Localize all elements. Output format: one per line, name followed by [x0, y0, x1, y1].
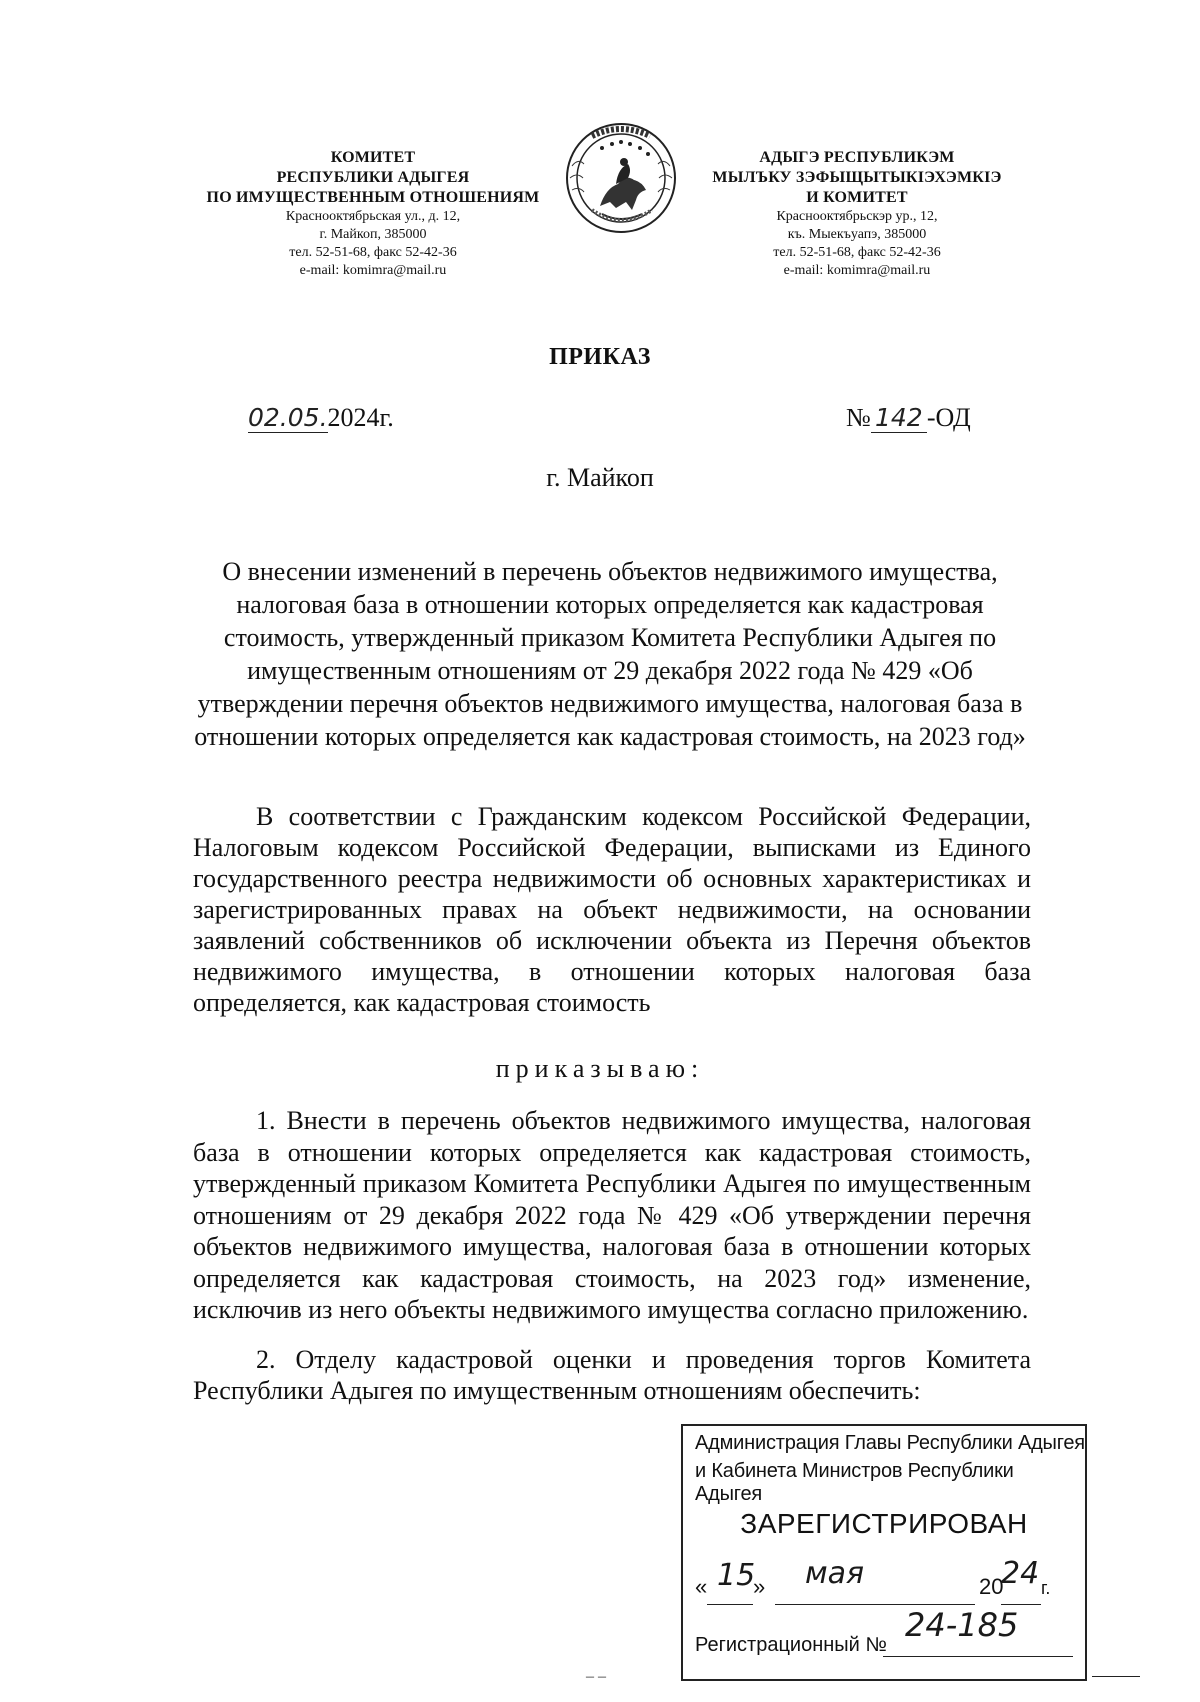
city: г. Майкоп — [546, 463, 654, 492]
stamp-quote-close: » — [753, 1574, 766, 1599]
org-address-line1: Краснооктябрьская ул., д. 12, — [285, 209, 461, 224]
stamp-regno-label: Регистрационный № — [695, 1634, 887, 1656]
stamp-trailing-line — [1092, 1676, 1140, 1677]
stamp-month-underline — [775, 1604, 975, 1605]
order-subject: О внесении изменений в перечень объектов недвижимого имущества, налоговая база в отношении которых определяется как кадастровая стоимость, утвержденный приказом Комитета Республики Адыгея по имущественным отношениям от 29 декабря 2022 года № 429 «Об утверждении перечня объектов недвижимого имущества, налоговая база в отношении которых определяется как кадастровая стоимость, на 2023 год» — [194, 557, 1026, 751]
printed-year: 2024г. — [327, 403, 394, 432]
registration-stamp — [681, 1424, 1087, 1681]
stamp-agency-line1: Администрация Главы Республики Адыгея — [695, 1432, 1085, 1454]
org-name-line3: ПО ИМУЩЕСТВЕННЫМ ОТНОШЕНИЯМ — [206, 189, 540, 206]
stamp-regno: 24-185 — [905, 1606, 1019, 1644]
stamp-day: 15 — [717, 1558, 756, 1593]
document-title: ПРИКАЗ — [549, 344, 651, 370]
order-item-2: 2. Отделу кадастровой оценки и проведения торгов Комитета Республики Адыгея по имущественным отношениям обеспечить: — [193, 1345, 1031, 1405]
order-number — [846, 403, 971, 433]
stamp-year-underline — [1001, 1604, 1041, 1605]
orders-word: приказываю: — [495, 1054, 705, 1083]
stamp-day-underline — [707, 1604, 753, 1605]
preamble-paragraph: В соответствии с Гражданским кодексом Российской Федерации, Налоговым кодексом Российской Федерации, выписками из Единого государственного реестра недвижимости об основных характеристиках и зарегистрированных правах на объект недвижимости, на основании заявлений собственников об исключении объекта из Перечня объектов недвижимого имущества, в отношении которых налоговая база определяется, как кадастровая стоимость — [193, 802, 1031, 1017]
org-name-line1: КОМИТЕТ — [330, 149, 416, 166]
org-address-adyghe-line2: къ. Мыекъуапэ, 385000 — [787, 227, 927, 242]
org-email: e-mail: komimra@mail.ru — [299, 263, 447, 278]
org-phone: тел. 52-51-68, факс 52-42-36 — [289, 245, 457, 260]
stamp-year-suffix: 24 — [1001, 1556, 1040, 1591]
stamp-year-prefix: 20 — [979, 1574, 1004, 1599]
number-suffix: -ОД — [926, 403, 971, 432]
page-mark: – – — [586, 1668, 606, 1685]
header-left — [188, 148, 558, 280]
header-right — [692, 148, 1022, 280]
org-address-line2: г. Майкоп, 385000 — [319, 227, 427, 242]
org-name-adyghe-line2: МЫЛЪКУ ЗЭФЫЩЫТЫКIЭХЭМКIЭ — [712, 169, 1002, 186]
org-email-adyghe: e-mail: komimra@mail.ru — [783, 263, 931, 278]
org-name-adyghe-line3: И КОМИТЕТ — [806, 189, 908, 206]
org-name-line2: РЕСПУБЛИКИ АДЫГЕЯ — [276, 169, 470, 186]
stamp-quote-open: « — [695, 1574, 708, 1599]
number-sign: № — [846, 403, 871, 432]
stamp-regno-underline — [883, 1656, 1073, 1657]
org-name-adyghe-line1: АДЫГЭ РЕСПУБЛИКЭМ — [759, 149, 955, 166]
org-address-adyghe-line1: Краснооктябрьскэр ур., 12, — [776, 209, 938, 224]
stamp-month: мая — [805, 1556, 865, 1591]
handwritten-number: 142 — [871, 404, 927, 433]
handwritten-date: 02.05. — [248, 403, 328, 432]
org-phone-adyghe: тел. 52-51-68, факс 52-42-36 — [773, 245, 941, 260]
stamp-agency-line2: и Кабинета Министров Республики Адыгея — [695, 1460, 1014, 1505]
stamp-year-g: г. — [1041, 1578, 1051, 1598]
order-date — [248, 403, 394, 433]
stamp-status: ЗАРЕГИСТРИРОВАН — [740, 1508, 1028, 1539]
adygea-coat-of-arms-icon — [562, 118, 680, 238]
order-item-1: 1. Внести в перечень объектов недвижимого имущества, налоговая база в отношении которых определяется как кадастровая стоимость, утвержденный приказом Комитета Республики Адыгея по имущественным отношениям от 29 декабря 2022 года № 429 «Об утверждении перечня объектов недвижимого имущества, налоговая база в отношении которых определяется как кадастровая стоимость, на 2023 год» изменение, исключив из него объекты недвижимого имущества согласно приложению. — [193, 1106, 1031, 1324]
